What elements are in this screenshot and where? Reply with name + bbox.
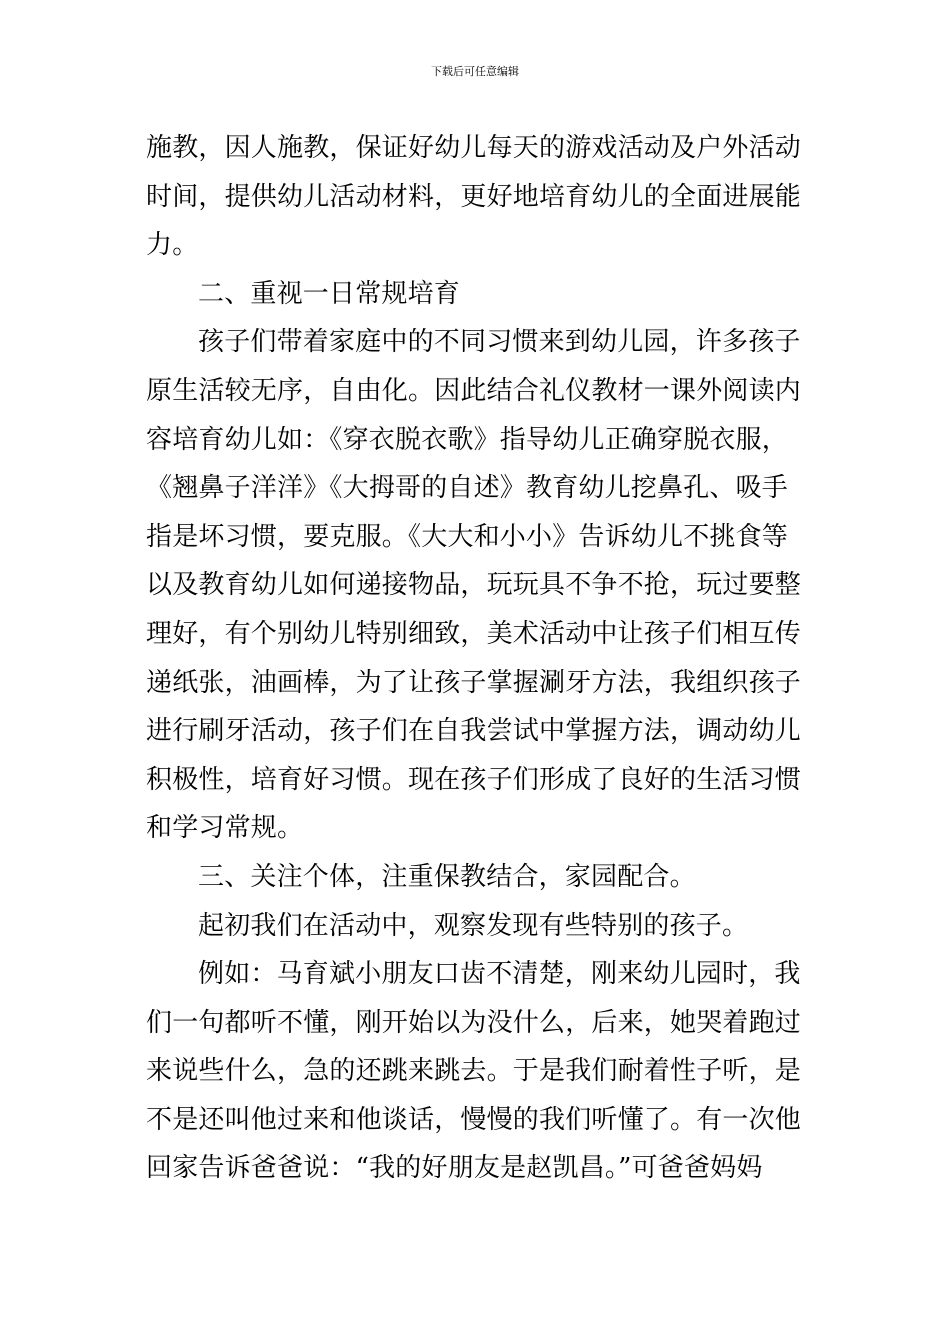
page-header: 下载后可任意编辑 [431,65,519,78]
paragraph-start: 起初我们在活动中，观察发现有些特别的孩子。 [198,910,749,941]
document-body [146,124,808,1193]
text-line: 进行刷牙活动，孩子们在自我尝试中掌握方法，调动幼儿 [146,716,802,747]
text-line: 施教，因人施教，保证好幼儿每天的游戏活动及户外活动 [146,133,802,163]
text-line: 时间，提供幼儿活动材料，更好地培育幼儿的全面进展能 [146,181,802,212]
section-heading: 三、关注个体，注重保教结合，家园配合。 [198,861,696,892]
text-line: 和学习常规。 [146,813,304,844]
text-line: 们一句都听不懂，刚开始以为没什么，后来，她哭着跑过 [146,1007,802,1038]
text-line: 以及教育幼儿如何递接物品，玩玩具不争不抢，玩过要整 [146,570,802,601]
text-line: 回家告诉爸爸说：“我的好朋友是赵凯昌。”可爸爸妈妈 [146,1153,763,1184]
text-line: 递纸张，油画棒，为了让孩子掌握涮牙方法，我组织孩子 [146,667,802,698]
paragraph-start: 孩子们带着家庭中的不同习惯来到幼儿园，许多孩子 [198,327,801,358]
paragraph-start: 例如：马育斌小朋友口齿不清楚，刚来幼儿园时，我 [198,959,801,990]
text-line: 积极性，培育好习惯。现在孩子们形成了良好的生活习惯 [146,764,802,795]
text-line: 理好，有个别幼儿特别细致，美术活动中让孩子们相互传 [146,618,802,649]
section-heading: 二、重视一日常规培育 [198,278,461,309]
text-line: 《翘鼻子洋洋》《大拇哥的自述》教育幼儿挖鼻孔、吸手 [146,473,789,504]
text-line: 力。 [146,230,199,261]
text-line: 不是还叫他过来和他谈话，慢慢的我们听懂了。有一次他 [146,1104,802,1135]
text-line: 指是坏习惯，要克服。《大大和小小》告诉幼儿不挑食等 [146,521,789,552]
text-line: 原生活较无序，自由化。因此结合礼仪教材一课外阅读内 [146,375,802,406]
text-line: 容培育幼儿如：《穿衣脱衣歌》指导幼儿正确穿脱衣服， [146,424,789,455]
text-line: 来说些什么，急的还跳来跳去。于是我们耐着性子听，是 [146,1056,802,1087]
